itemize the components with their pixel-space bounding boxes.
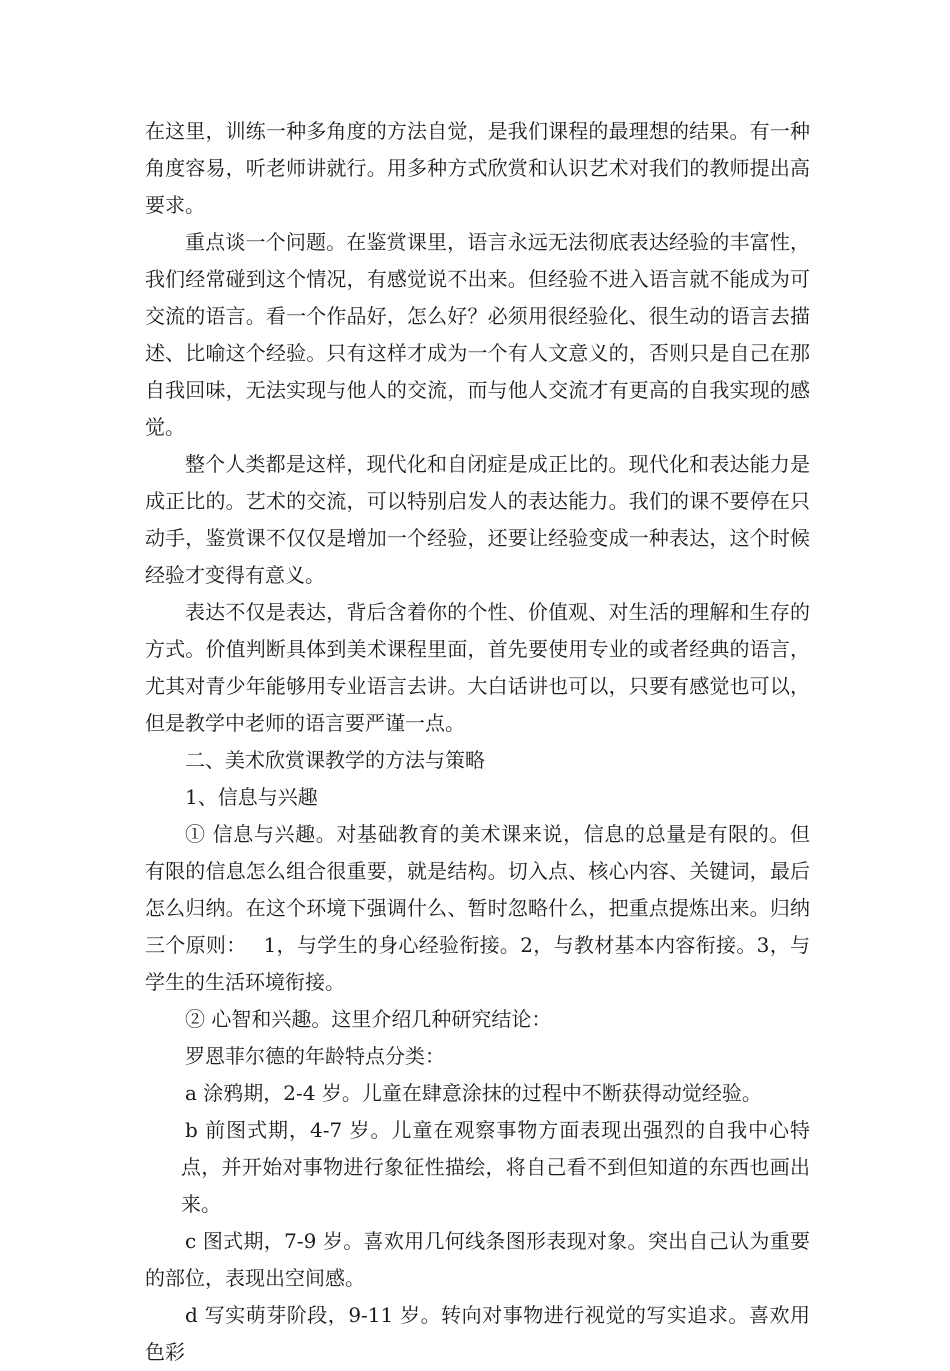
paragraph-lowenfeld-intro: 罗恩菲尔德的年龄特点分类： — [185, 1044, 445, 1068]
list-item-b: b 前图式期，4-7 岁。儿童在观察事物方面表现出强烈的自我中心特点，并开始对事物进行象征性描绘，将自己看不到但知道的东西也画出来。 — [181, 1118, 810, 1216]
paragraph-info-interest: ① 信息与兴趣。对基础教育的美术课来说，信息的总量是有限的。但有限的信息怎么组合很重要，就是结构。切入点、核心内容、关键词，最后怎么归纳。在这个环境下强调什么、暂时忽略什么，把重点提炼出来。归纳三个原则： 1，与学生的身心经验衔接。2，与教材基本内容衔接。3，与学生的生活环境衔接。 — [145, 822, 810, 994]
list-item-a: a 涂鸦期，2-4 岁。儿童在肆意涂抹的过程中不断获得动觉经验。 — [185, 1081, 762, 1105]
list-item-c: c 图式期，7-9 岁。喜欢用几何线条图形表现对象。突出自己认为重要的部位，表现出空间感。 — [145, 1229, 810, 1290]
paragraph-2: 重点谈一个问题。在鉴赏课里，语言永远无法彻底表达经验的丰富性，我们经常碰到这个情况，有感觉说不出来。但经验不进入语言就不能成为可交流的语言。看一个作品好，怎么好？必须用很经验化、很生动的语言去描述、比喻这个经验。只有这样才成为一个有人文意义的，否则只是自己在那自我回味，无法实现与他人的交流，而与他人交流才有更高的自我实现的感觉。 — [145, 230, 810, 439]
paragraph-1: 在这里，训练一种多角度的方法自觉，是我们课程的最理想的结果。有一种角度容易，听老师讲就行。用多种方式欣赏和认识艺术对我们的教师提出高要求。 — [145, 119, 810, 217]
list-item-d: d 写实萌芽阶段，9-11 岁。转向对事物进行视觉的写实追求。喜欢用色彩 — [145, 1303, 810, 1364]
paragraph-4: 表达不仅是表达，背后含着你的个性、价值观、对生活的理解和生存的方式。价值判断具体到美术课程里面，首先要使用专业的或者经典的语言，尤其对青少年能够用专业语言去讲。大白话讲也可以，只要有感觉也可以，但是教学中老师的语言要严谨一点。 — [145, 600, 810, 735]
paragraph-3: 整个人类都是这样，现代化和自闭症是成正比的。现代化和表达能力是成正比的。艺术的交流，可以特别启发人的表达能力。我们的课不要停在只动手，鉴赏课不仅仅是增加一个经验，还要让经验变成一种表达，这个时候经验才变得有意义。 — [145, 452, 810, 587]
paragraph-mind-interest: ② 心智和兴趣。这里介绍几种研究结论： — [185, 1007, 552, 1031]
section-heading: 二、美术欣赏课教学的方法与策略 — [185, 748, 485, 772]
subsection-heading: 1、信息与兴趣 — [185, 785, 318, 809]
document-body — [145, 113, 810, 1371]
